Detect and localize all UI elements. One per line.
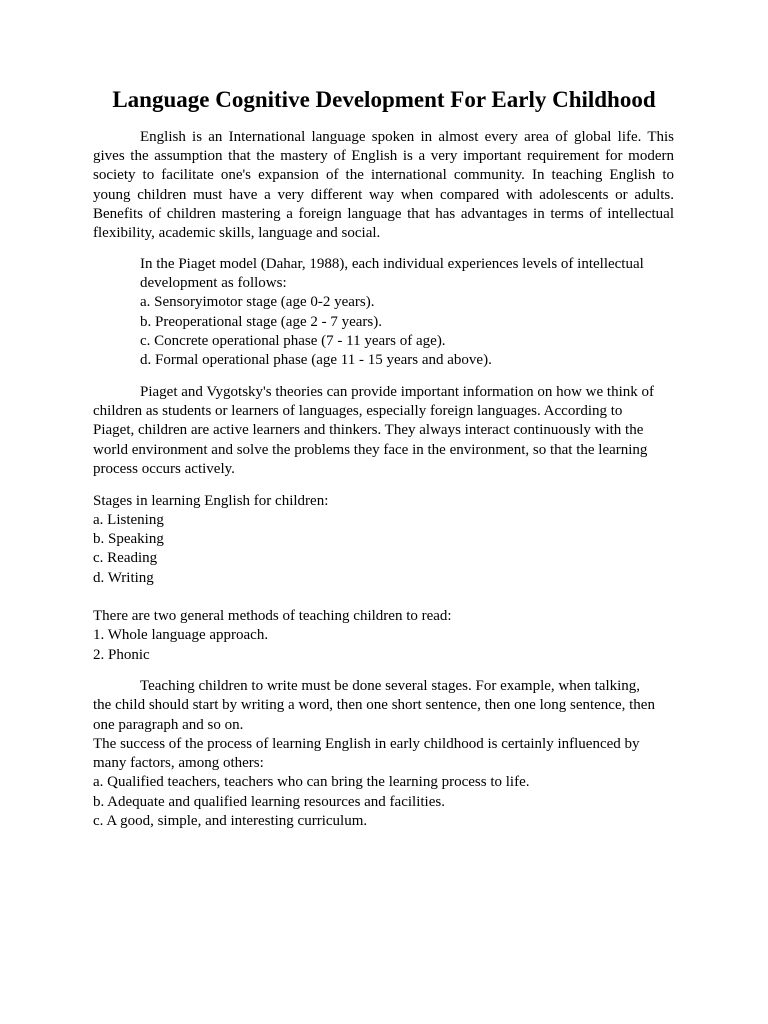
success-factor-item: c. A good, simple, and interesting curriculum. <box>93 813 368 829</box>
theories-line: Piaget and Vygotsky's theories can provide important information on how we think of <box>140 384 655 400</box>
intro-line: flexibility, academic skills, language and social. <box>93 225 381 241</box>
theories-line: Piaget, children are active learners and thinkers. They always interact continuously with the <box>93 422 644 438</box>
learning-stage-item: c. Reading <box>93 550 158 566</box>
reading-method-item: 2. Phonic <box>93 647 150 663</box>
success-heading-line: The success of the process of learning English in early childhood is certainly influenced by <box>93 736 640 752</box>
success-factor-item: b. Adequate and qualified learning resources and facilities. <box>93 794 445 810</box>
theories-line: children as students or learners of languages, especially foreign languages. According to <box>93 403 623 419</box>
intro-line: young children must have a very different way when compared with adolescents or adults. <box>93 187 674 203</box>
learning-stage-item: d. Writing <box>93 570 154 586</box>
intro-line: society to facilitate one's expansion of the international community. In teaching English to <box>93 167 674 183</box>
success-factor-item: a. Qualified teachers, teachers who can bring the learning process to life. <box>93 774 530 790</box>
intro-line: gives the assumption that the mastery of English is a very important requirement for modern <box>93 148 674 164</box>
writing-line: Teaching children to write must be done several stages. For example, when talking, <box>140 678 641 694</box>
theories-line: process occurs actively. <box>93 461 235 477</box>
learning-stage-item: b. Speaking <box>93 531 164 547</box>
piaget-stage-item: d. Formal operational phase (age 11 - 15 years and above). <box>140 352 492 368</box>
piaget-stage-item: b. Preoperational stage (age 2 - 7 years). <box>140 314 382 330</box>
writing-line: one paragraph and so on. <box>93 717 244 733</box>
piaget-intro-line: development as follows: <box>140 275 287 291</box>
reading-methods-heading: There are two general methods of teaching children to read: <box>93 608 452 624</box>
piaget-stage-item: a. Sensoryimotor stage (age 0-2 years). <box>140 294 375 310</box>
intro-line: Benefits of children mastering a foreign language that has advantages in terms of intellectual <box>93 206 674 222</box>
page-title: Language Cognitive Development For Early Childhood <box>112 87 656 112</box>
learning-stages-heading: Stages in learning English for children: <box>93 493 329 509</box>
reading-method-item: 1. Whole language approach. <box>93 627 269 643</box>
piaget-intro-line: In the Piaget model (Dahar, 1988), each individual experiences levels of intellectual <box>140 256 644 272</box>
learning-stage-item: a. Listening <box>93 512 164 528</box>
writing-line: the child should start by writing a word, then one short sentence, then one long sentence, then <box>93 697 655 713</box>
theories-line: world environment and solve the problems they face in the environment, so that the learning <box>93 442 648 458</box>
piaget-stage-item: c. Concrete operational phase (7 - 11 years of age). <box>140 333 446 349</box>
success-heading-line: many factors, among others: <box>93 755 264 771</box>
intro-line: English is an International language spoken in almost every area of global life. This <box>140 129 674 145</box>
